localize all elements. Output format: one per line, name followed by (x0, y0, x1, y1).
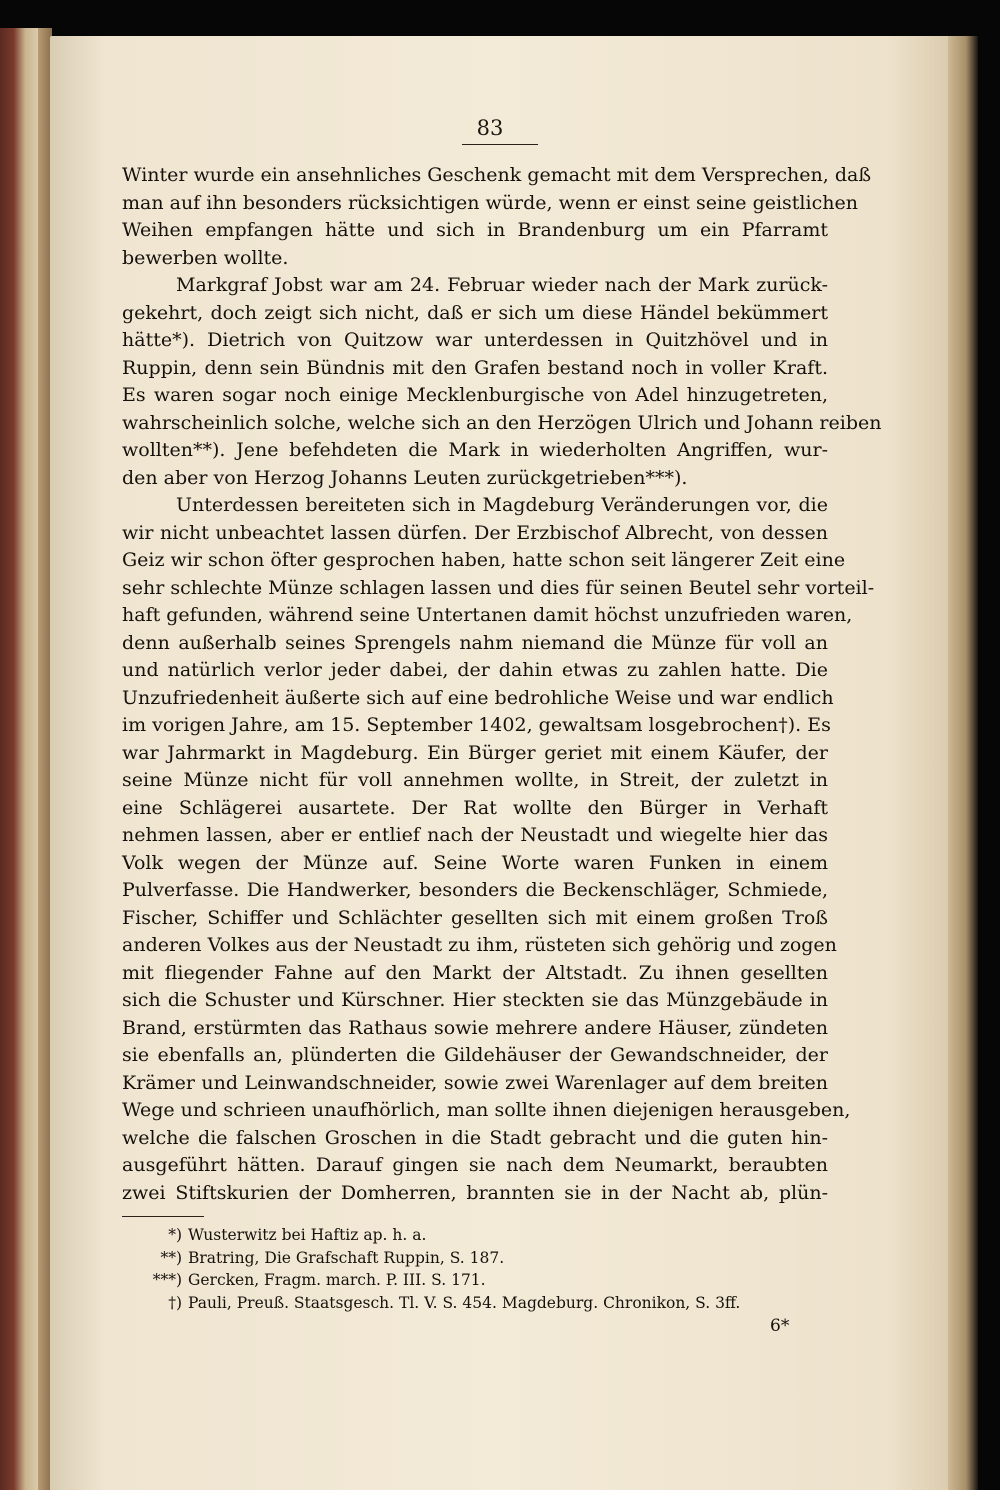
body-text (122, 162, 882, 1207)
text-line: seine Münze nicht für voll annehmen wollte, in Streit, der zuletzt in (122, 769, 828, 791)
text-line: Ruppin, denn sein Bündnis mit den Grafen bestand noch in voller Kraft. (122, 356, 828, 379)
footnote-rule (122, 1216, 204, 1217)
footnote-mark: **) (160, 1248, 182, 1267)
footnotes (122, 1224, 828, 1314)
footnote-mark: †) (168, 1293, 182, 1312)
text-line: im vorigen Jahre, am 15. September 1402, gewaltsam losgebrochen†). Es (122, 714, 831, 736)
text-line: Fischer, Schiffer und Schlächter gesellten sich mit einem großen Troß (122, 906, 828, 929)
footnote (122, 1269, 828, 1292)
footnote-text: Gercken, Fragm. march. P. III. S. 171. (188, 1271, 486, 1289)
text-line: und natürlich verlor jeder dabei, der dahin etwas zu zahlen hatte. Die (122, 659, 828, 681)
page-number: 83 (476, 116, 504, 140)
footnote-mark: ***) (152, 1271, 182, 1289)
text-line: sich die Schuster und Kürschner. Hier steckten sie das Münzgebäude in (122, 989, 828, 1011)
text-line: Winter wurde ein ansehnliches Geschenk gemacht mit dem Versprechen, daß (122, 164, 872, 186)
text-line: wahrscheinlich solche, welche sich an den Herzögen Ulrich und Johann reiben (122, 411, 882, 434)
footnote-text: Bratring, Die Grafschaft Ruppin, S. 187. (188, 1248, 505, 1267)
text-line: gekehrt, doch zeigt sich nicht, daß er sich um diese Händel bekümmert (122, 301, 828, 324)
footnote-mark: *) (168, 1226, 182, 1244)
text-line: ausgeführt hätten. Darauf gingen sie nach dem Neumarkt, beraubten (122, 1154, 828, 1176)
footnote-text: Wusterwitz bei Haftiz ap. h. a. (188, 1226, 427, 1244)
text-line: man auf ihn besonders rücksichtigen würde, wenn er einst seine geistlichen (122, 191, 858, 214)
footnote (122, 1292, 828, 1315)
text-line: Volk wegen der Münze auf. Seine Worte waren Funken in einem (122, 851, 828, 874)
text-line: sehr schlechte Münze schlagen lassen und dies für seinen Beutel sehr vorteil- (122, 576, 875, 599)
text-line: haft gefunden, während seine Untertanen damit höchst unzufrieden waren, (122, 604, 853, 626)
text-line: Unterdessen bereiteten sich in Magdeburg Veränderungen vor, die (176, 494, 828, 516)
text-line: hätte*). Dietrich von Quitzow war unterdessen in Quitzhövel und in (122, 329, 828, 351)
footnote (122, 1247, 828, 1270)
text-line: Geiz wir schon öfter gesprochen haben, hatte schon seit längerer Zeit eine (122, 549, 846, 571)
text-line: welche die falschen Groschen in die Stadt gebracht und die guten hin- (122, 1126, 828, 1149)
text-line: wir nicht unbeachtet lassen dürfen. Der Erzbischof Albrecht, von dessen (122, 521, 828, 544)
text-line: Pulverfasse. Die Handwerker, besonders die Beckenschläger, Schmiede, (122, 879, 828, 901)
text-line: den aber von Herzog Johanns Leuten zurückgetrieben***). (122, 466, 688, 489)
text-line: nehmen lassen, aber er entlief nach der Neustadt und wiegelte hier das (122, 824, 828, 846)
text-line: wollten**). Jene befehdeten die Mark in wiederholten Angriffen, wur- (122, 439, 828, 461)
text-line: Markgraf Jobst war am 24. Februar wieder nach der Mark zurück- (176, 274, 828, 296)
text-line: bewerben wollte. (122, 246, 289, 269)
footnote-text: Pauli, Preuß. Staatsgesch. Tl. V. S. 454. Magdeburg. Chronikon, S. 3ff. (188, 1293, 741, 1312)
text-line: Weihen empfangen hätte und sich in Brandenburg um ein Pfarramt (122, 219, 828, 241)
text-line: mit fliegender Fahne auf den Markt der Altstadt. Zu ihnen gesellten (122, 961, 828, 984)
text-line: Unzufriedenheit äußerte sich auf eine bedrohliche Weise und war endlich (122, 686, 834, 709)
text-line: denn außerhalb seines Sprengels nahm niemand die Münze für voll an (122, 631, 828, 654)
text-line: Brand, erstürmten das Rathaus sowie mehrere andere Häuser, zündeten (122, 1016, 828, 1039)
text-line: war Jahrmarkt in Magdeburg. Ein Bürger geriet mit einem Käufer, der (122, 741, 828, 764)
page-stack-edge (948, 36, 978, 1490)
text-line: zwei Stiftskurien der Domherren, brannten sie in der Nacht ab, plün- (122, 1181, 828, 1204)
signature-mark: 6* (770, 1316, 790, 1336)
footnote (122, 1224, 828, 1247)
text-line: anderen Volkes aus der Neustadt zu ihm, rüsteten sich gehörig und zogen (122, 934, 837, 956)
text-line: Krämer und Leinwandschneider, sowie zwei Warenlager auf dem breiten (122, 1071, 828, 1094)
text-line: Es waren sogar noch einige Mecklenburgische von Adel hinzugetreten, (122, 384, 828, 406)
text-line: eine Schlägerei ausartete. Der Rat wollte den Bürger in Verhaft (122, 796, 828, 819)
header-rule (462, 144, 538, 145)
text-line: Wege und schrieen unaufhörlich, man sollte ihnen diejenigen herausgeben, (122, 1099, 851, 1121)
text-line: sie ebenfalls an, plünderten die Gildehäuser der Gewandschneider, der (122, 1044, 828, 1066)
